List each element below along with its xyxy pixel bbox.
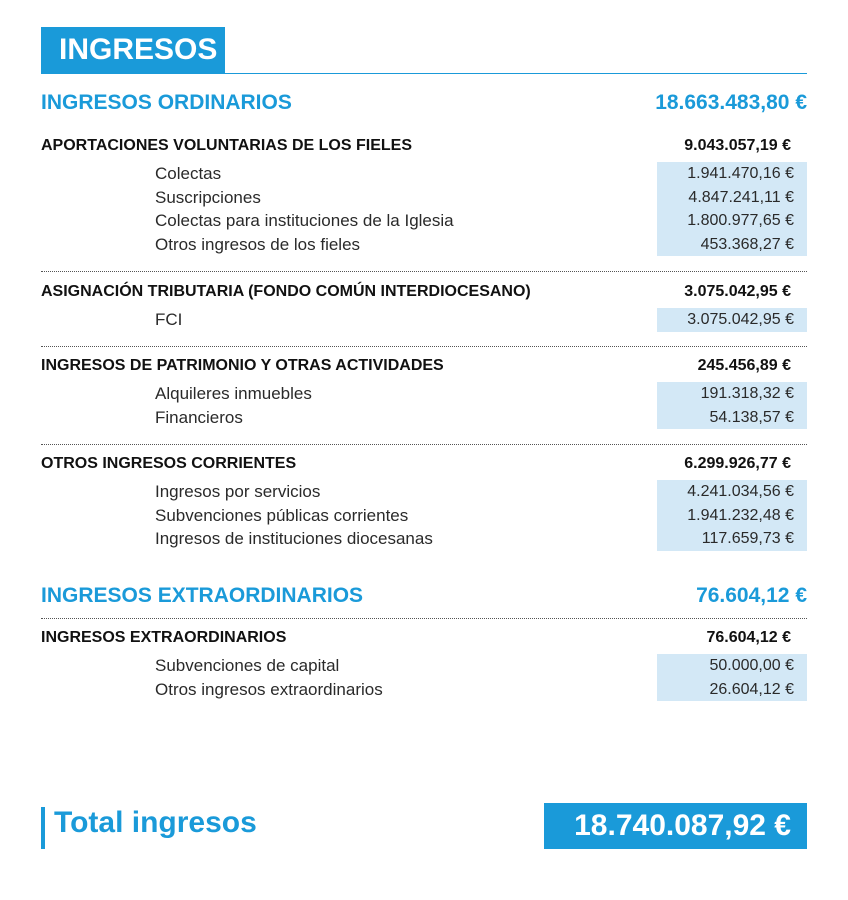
list-item: [41, 162, 807, 186]
item-amount: 117.659,73 €: [657, 527, 807, 551]
item-label: Otros ingresos extraordinarios: [155, 679, 383, 699]
item-amount: 191.318,32 €: [657, 382, 807, 406]
item-amount: 1.941.470,16 €: [657, 162, 807, 186]
item-label: Ingresos de instituciones diocesanas: [155, 529, 433, 548]
dotted-divider: [41, 444, 807, 445]
list-item: [41, 654, 807, 678]
category-amount: 9.043.057,19 €: [684, 137, 791, 154]
category-amount: 245.456,89 €: [697, 357, 791, 374]
item-label: Alquileres inmuebles: [155, 384, 312, 403]
item-label: Financieros: [155, 407, 243, 427]
page-title: INGRESOS: [41, 27, 225, 73]
category-amount: 3.075.042,95 €: [684, 283, 791, 300]
list-item: [41, 186, 807, 210]
category-asignacion-items: [41, 308, 807, 332]
item-label: Subvenciones de capital: [155, 656, 340, 675]
list-item: [41, 233, 807, 257]
item-amount: 1.800.977,65 €: [657, 209, 807, 233]
item-amount: 26.604,12 €: [657, 678, 807, 702]
category-amount: 76.604,12 €: [706, 629, 791, 646]
list-item: [41, 308, 807, 332]
category-extraordinarios-items: [41, 654, 807, 701]
category-label: INGRESOS EXTRAORDINARIOS: [41, 629, 287, 646]
section-title: INGRESOS ORDINARIOS: [41, 91, 292, 114]
item-label: Ingresos por servicios: [155, 482, 321, 501]
section-amount: 76.604,12 €: [696, 584, 807, 607]
category-label: APORTACIONES VOLUNTARIAS DE LOS FIELES: [41, 137, 412, 154]
item-label: Otros ingresos de los fieles: [155, 234, 361, 254]
page-header: [41, 27, 807, 74]
total-label: Total ingresos: [54, 806, 257, 839]
list-item: [41, 406, 807, 430]
item-amount: 54.138,57 €: [657, 406, 807, 430]
category-aportaciones-items: [41, 162, 807, 256]
category-patrimonio-items: [41, 382, 807, 429]
category-label: INGRESOS DE PATRIMONIO Y OTRAS ACTIVIDADES: [41, 357, 444, 374]
item-label: Suscripciones: [155, 187, 261, 207]
total-row: [41, 803, 807, 849]
dotted-divider: [41, 346, 807, 347]
dotted-divider: [41, 271, 807, 272]
category-label: ASIGNACIÓN TRIBUTARIA (FONDO COMÚN INTERDIOCESANO): [41, 283, 531, 300]
item-amount: 50.000,00 €: [657, 654, 807, 678]
category-amount: 6.299.926,77 €: [684, 455, 791, 472]
section-title: INGRESOS EXTRAORDINARIOS: [41, 584, 364, 607]
list-item: [41, 382, 807, 406]
total-accent-bar: [41, 807, 45, 849]
item-amount: 1.941.232,48 €: [657, 504, 807, 528]
item-label: FCI: [155, 310, 183, 329]
item-amount: 3.075.042,95 €: [657, 308, 807, 332]
item-label: Colectas: [155, 164, 222, 183]
total-amount: 18.740.087,92 €: [544, 803, 807, 849]
list-item: [41, 504, 807, 528]
list-item: [41, 678, 807, 702]
category-otros-corrientes-items: [41, 480, 807, 551]
list-item: [41, 480, 807, 504]
item-label: Colectas para instituciones de la Iglesia: [155, 211, 454, 230]
item-amount: 4.241.034,56 €: [657, 480, 807, 504]
list-item: [41, 527, 807, 551]
item-amount: 4.847.241,11 €: [657, 186, 807, 210]
list-item: [41, 209, 807, 233]
category-label: OTROS INGRESOS CORRIENTES: [41, 455, 297, 472]
item-label: Subvenciones públicas corrientes: [155, 505, 409, 525]
dotted-divider: [41, 618, 807, 619]
item-amount: 453.368,27 €: [657, 233, 807, 257]
section-amount: 18.663.483,80 €: [655, 91, 807, 114]
